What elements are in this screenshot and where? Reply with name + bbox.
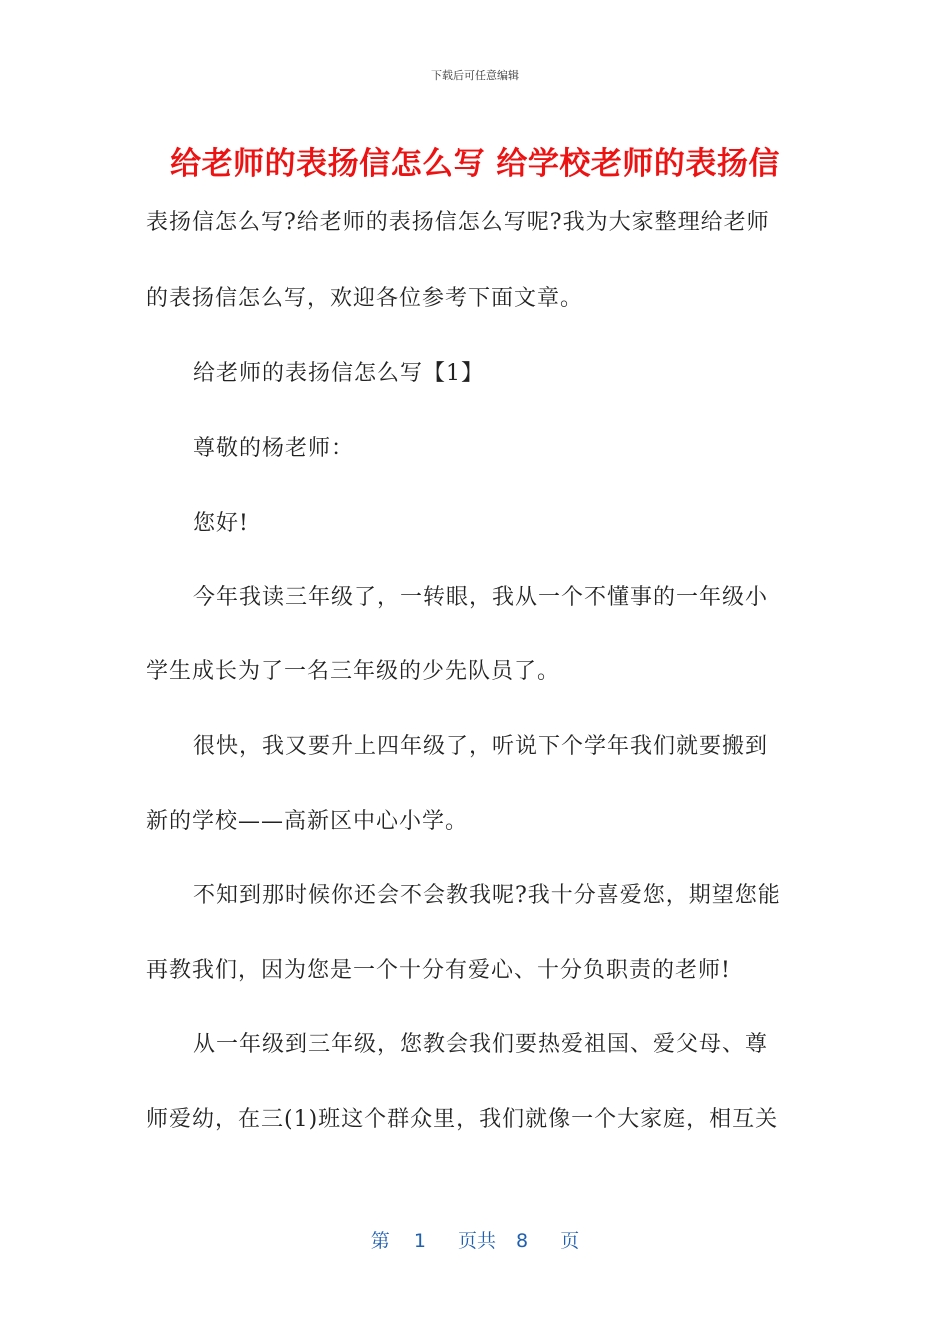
paragraph-line: 师爱幼，在三(1)班这个群众里，我们就像一个大家庭，相互关 xyxy=(146,1107,779,1132)
page-label-prefix: 第 xyxy=(370,1230,390,1252)
paragraph-line: 新的学校——高新区中心小学。 xyxy=(146,809,469,834)
paragraph-line: 表扬信怎么写?给老师的表扬信怎么写呢?我为大家整理给老师 xyxy=(146,210,770,235)
paragraph-line: 从一年级到三年级，您教会我们要热爱祖国、爱父母、尊 xyxy=(193,1032,769,1057)
header-note: 下载后可任意编辑 xyxy=(431,69,519,82)
total-pages: 8 xyxy=(516,1230,529,1252)
paragraph-line: 再教我们，因为您是一个十分有爱心、十分负职责的老师! xyxy=(146,958,731,983)
page-title: 给老师的表扬信怎么写 给学校老师的表扬信 xyxy=(170,146,780,182)
paragraph-line: 今年我读三年级了，一转眼，我从一个不懂事的一年级小 xyxy=(193,585,769,610)
section-heading: 给老师的表扬信怎么写【1】 xyxy=(193,361,484,386)
paragraph-line: 的表扬信怎么写，欢迎各位参考下面文章。 xyxy=(146,286,584,311)
page-label-middle: 页共 xyxy=(457,1230,496,1252)
page-label-suffix: 页 xyxy=(560,1230,580,1252)
greeting: 您好! xyxy=(193,511,249,536)
paragraph-line: 学生成长为了一名三年级的少先队员了。 xyxy=(146,659,561,684)
paragraph-line: 不知到那时候你还会不会教我呢?我十分喜爱您，期望您能 xyxy=(193,883,781,908)
page-footer xyxy=(0,1226,950,1253)
paragraph-line: 很快，我又要升上四年级了，听说下个学年我们就要搬到 xyxy=(193,734,769,759)
current-page-number: 1 xyxy=(413,1230,426,1252)
salutation: 尊敬的杨老师： xyxy=(193,436,355,461)
